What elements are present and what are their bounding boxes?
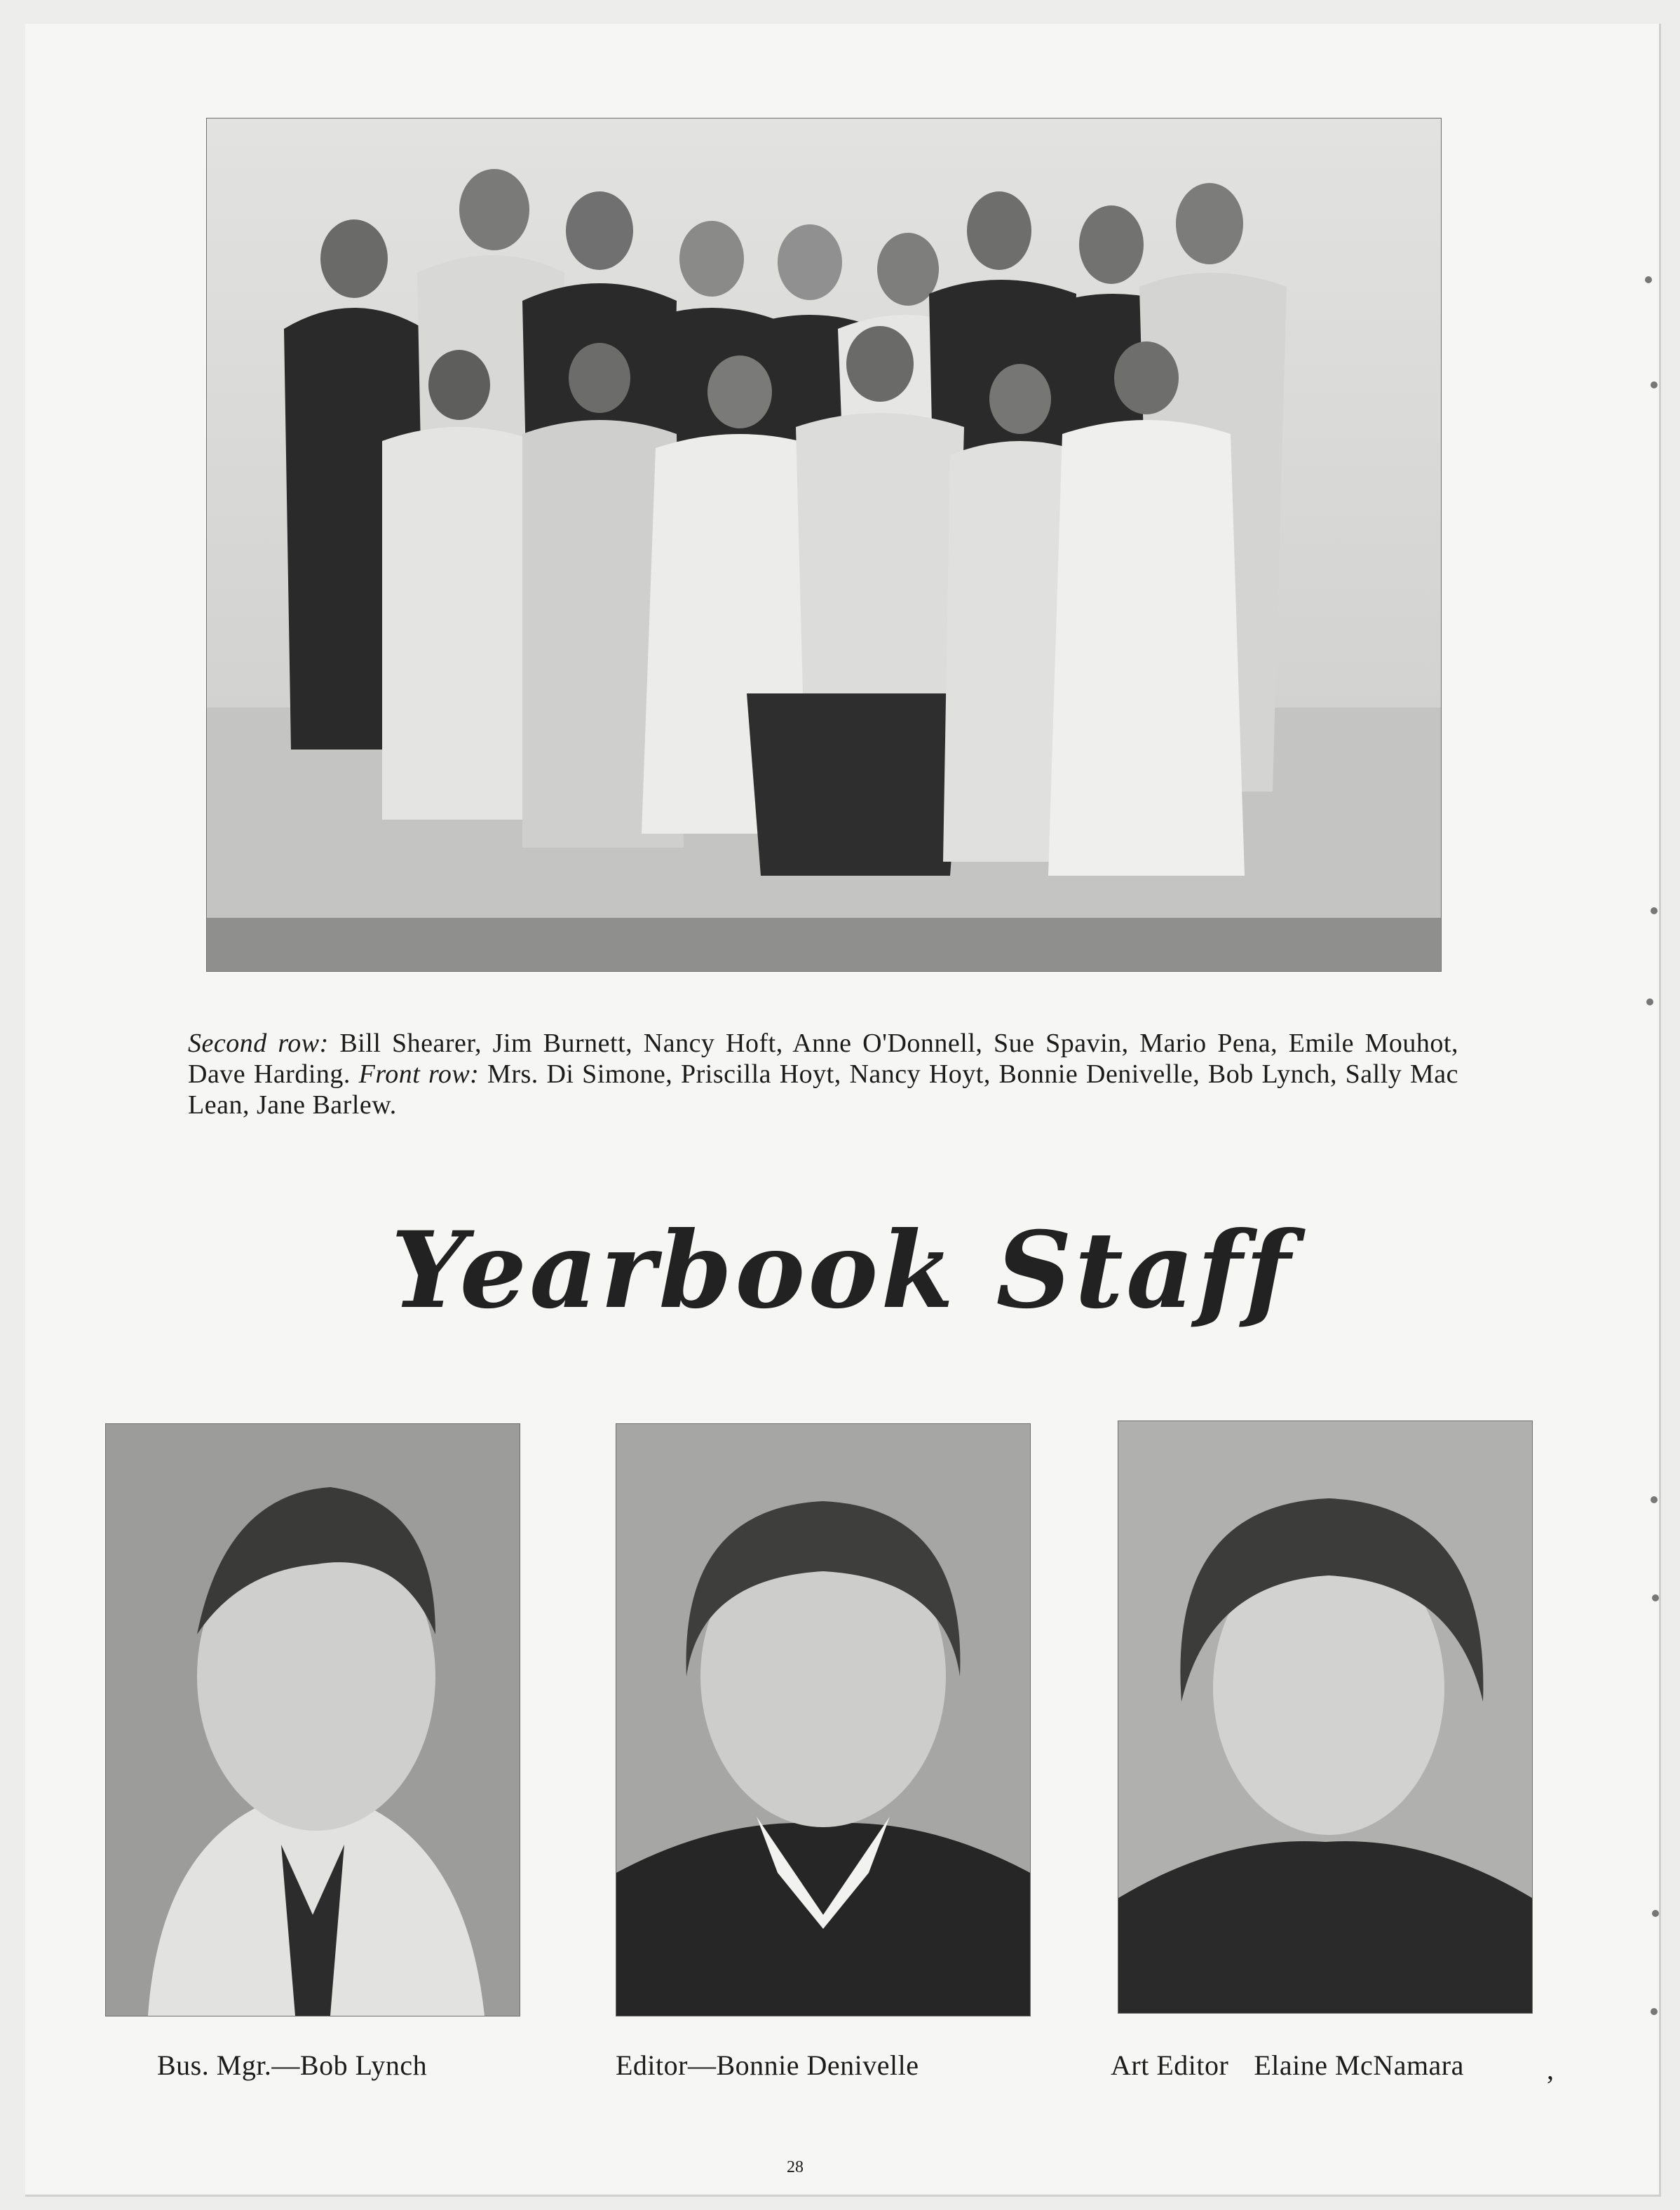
group-photo-illustration bbox=[207, 118, 1441, 971]
portrait-editor bbox=[616, 1423, 1031, 2016]
portrait-illustration bbox=[106, 1424, 520, 2016]
second-row-names: Bill Shearer, Jim Burnett, Nancy Hoft, Anne O'Donnell, Sue Spavin, Mario Pena, Emile Mouhot, Dave Harding. bbox=[188, 1029, 1458, 1089]
group-photo-caption bbox=[188, 1028, 1458, 1120]
trailing-mark: , bbox=[1547, 2054, 1554, 2085]
portrait-art-editor bbox=[1118, 1421, 1533, 2014]
second-row-label: Second row: bbox=[188, 1029, 329, 1058]
portrait-business-manager bbox=[105, 1423, 520, 2016]
art-editor-role: Art Editor bbox=[1111, 2049, 1229, 2081]
art-editor-label bbox=[1111, 2049, 1464, 2082]
portrait-illustration bbox=[1118, 1421, 1532, 2013]
front-row-names: Mrs. Di Simone, Priscilla Hoyt, Nancy Hoyt, Bonnie Denivelle, Bob Lynch, Sally Mac Lean, Jane Barlew. bbox=[188, 1059, 1458, 1120]
portrait-illustration bbox=[616, 1424, 1030, 2016]
art-editor-name: Elaine McNamara bbox=[1254, 2049, 1464, 2081]
business-manager-label: Bus. Mgr.—Bob Lynch bbox=[157, 2049, 428, 2081]
yearbook-page bbox=[25, 24, 1661, 2197]
page-number: 28 bbox=[787, 2158, 804, 2176]
front-row-label: Front row: bbox=[358, 1059, 480, 1089]
section-title: Yearbook Staff bbox=[391, 1209, 1294, 1332]
editor-label: Editor—Bonnie Denivelle bbox=[616, 2049, 919, 2081]
group-photo bbox=[206, 118, 1442, 972]
